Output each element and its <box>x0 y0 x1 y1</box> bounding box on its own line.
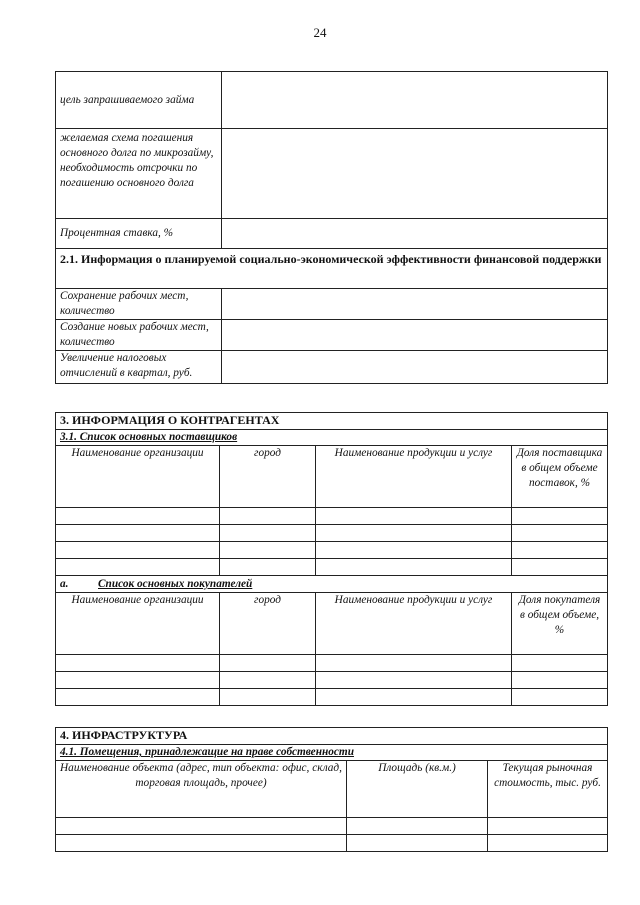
tax-increase-label: Увеличение налоговых отчислений в квартал, руб. <box>56 351 222 384</box>
buyer-col-name: Наименование организации <box>56 593 220 655</box>
jobs-kept-label: Сохранение рабочих мест, количество <box>56 289 222 320</box>
buyers-title-cell <box>56 576 608 593</box>
supplier-col-city: город <box>220 446 316 508</box>
repayment-scheme-label: желаемая схема погашения основного долга по микрозайму, необходимость отсрочки по погашению основного долга <box>56 129 222 219</box>
infrastructure-title: 4. ИНФРАСТРУКТУРА <box>56 728 608 745</box>
jobs-kept-value[interactable] <box>222 289 608 320</box>
table-row <box>56 835 608 852</box>
owned-premises-title: 4.1. Помещения, принадлежащие на праве собственности <box>56 745 608 761</box>
interest-rate-value[interactable] <box>222 219 608 249</box>
tax-increase-value[interactable] <box>222 351 608 384</box>
premises-col-name: Наименование объекта (адрес, тип объекта: офис, склад, торговая площадь, прочее) <box>56 761 347 818</box>
repayment-scheme-value[interactable] <box>222 129 608 219</box>
table-row <box>56 655 608 672</box>
premises-col-value: Текущая рыночная стоимость, тыс. руб. <box>488 761 608 818</box>
efficiency-section-title: 2.1. Информация о планируемой социально-экономической эффективности финансовой поддержки <box>56 249 608 289</box>
table-row <box>56 818 608 835</box>
counterparties-table <box>55 412 608 706</box>
loan-purpose-table <box>55 71 608 384</box>
buyer-col-city: город <box>220 593 316 655</box>
buyer-col-share: Доля покупателя в общем объеме, % <box>512 593 608 655</box>
buyers-title: Список основных покупателей <box>98 578 253 590</box>
supplier-col-product: Наименование продукции и услуг <box>316 446 512 508</box>
interest-rate-label: Процентная ставка, % <box>56 219 222 249</box>
loan-purpose-value[interactable] <box>222 72 608 129</box>
buyers-prefix: a. <box>60 578 69 590</box>
suppliers-title: 3.1. Список основных поставщиков <box>56 430 608 446</box>
counterparties-title: 3. ИНФОРМАЦИЯ О КОНТРАГЕНТАХ <box>56 413 608 430</box>
infrastructure-table <box>55 727 608 852</box>
table-row <box>56 559 608 576</box>
table-row <box>56 689 608 706</box>
table-row <box>56 542 608 559</box>
supplier-col-share: Доля поставщика в общем объеме поставок, % <box>512 446 608 508</box>
page-number: 24 <box>313 25 327 40</box>
jobs-created-value[interactable] <box>222 320 608 351</box>
table-row <box>56 672 608 689</box>
table-row <box>56 525 608 542</box>
supplier-col-name: Наименование организации <box>56 446 220 508</box>
jobs-created-label: Создание новых рабочих мест, количество <box>56 320 222 351</box>
premises-col-area: Площадь (кв.м.) <box>347 761 488 818</box>
loan-purpose-label: цель запрашиваемого займа <box>56 72 222 129</box>
buyer-col-product: Наименование продукции и услуг <box>316 593 512 655</box>
table-row <box>56 508 608 525</box>
